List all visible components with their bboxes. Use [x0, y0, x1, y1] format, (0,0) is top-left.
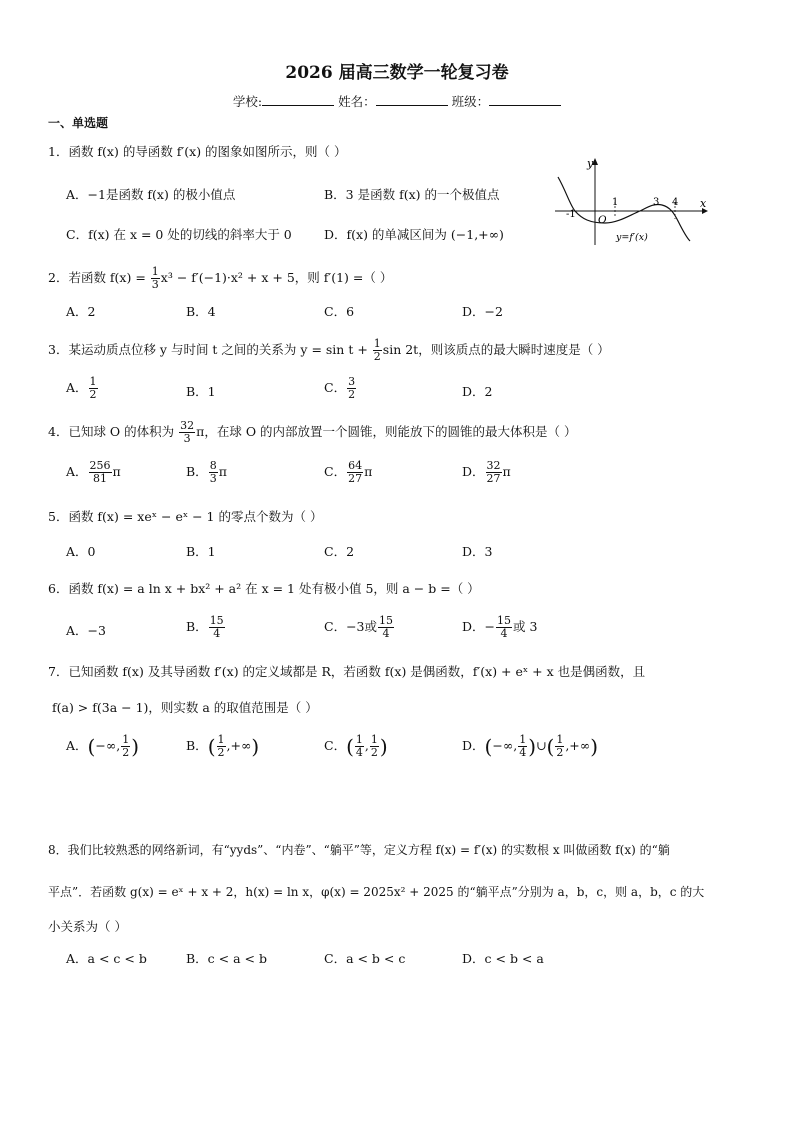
q8-option-b[interactable]: B．c < a < b [186, 951, 267, 966]
question-number: 3． [48, 342, 69, 357]
denominator: 3 [151, 278, 159, 291]
question-number: 6． [48, 581, 69, 596]
tick-label-1: 1 [612, 197, 619, 208]
numerator: 8 [209, 459, 217, 472]
denominator: 4 [382, 627, 390, 640]
fraction [555, 734, 564, 759]
fraction [378, 615, 394, 640]
q6-option-d[interactable] [462, 615, 537, 640]
option-label: A． [66, 380, 88, 395]
class-blank[interactable] [489, 93, 561, 106]
q1-option-c[interactable]: C．f(x) 在 x = 0 处的切线的斜率大于 0 [66, 227, 292, 242]
right-paren: ) [251, 734, 260, 759]
denominator: 81 [93, 472, 108, 485]
q2-option-b[interactable]: B．4 [186, 304, 216, 319]
q1-option-d[interactable]: D．f(x) 的单减区间为 (−1,+∞) [324, 227, 504, 242]
question-3-stem [48, 338, 610, 363]
question-text-pre: 已知球 O 的体积为 [68, 424, 179, 439]
comma: , [364, 738, 369, 753]
fraction [89, 376, 98, 401]
q6-option-b[interactable] [186, 615, 226, 640]
q8-option-c[interactable]: C．a < b < c [324, 951, 406, 966]
fraction [355, 734, 364, 759]
right-paren: ) [131, 734, 140, 759]
q7-option-b[interactable] [186, 734, 259, 759]
denominator: 27 [486, 472, 501, 485]
question-text-pre: 某运动质点位移 y 与时间 t 之间的关系为 y = sin t + [68, 342, 372, 357]
left-paren: ( [484, 734, 493, 759]
question-7-stem-line1 [48, 663, 645, 681]
denominator: 4 [519, 746, 527, 759]
interval-right: ,+∞ [226, 738, 252, 753]
right-paren: ) [379, 734, 388, 759]
fraction [209, 615, 225, 640]
fraction [486, 460, 502, 485]
numerator: 1 [556, 733, 564, 746]
q6-option-a[interactable]: A．−3 [66, 623, 106, 638]
option-label: B． [186, 738, 208, 753]
derivative-graph-figure [550, 155, 710, 250]
q7-option-d[interactable] [462, 734, 598, 759]
fraction [373, 338, 382, 363]
q2-option-a[interactable]: A．2 [66, 304, 96, 319]
numerator: 1 [355, 733, 363, 746]
denominator: 4 [500, 627, 508, 640]
union-symbol: ∪ [536, 738, 547, 753]
numerator: 1 [122, 733, 130, 746]
interval-right: ,+∞ [565, 738, 591, 753]
denominator: 2 [373, 350, 381, 363]
name-label: 姓名： [338, 94, 376, 109]
denominator: 2 [89, 388, 97, 401]
q4-option-d[interactable] [462, 460, 511, 485]
y-axis-label: y [587, 157, 594, 170]
denominator: 2 [348, 388, 356, 401]
question-4-stem [48, 420, 577, 445]
question-text: 函数 f(x) = a ln x + bx² + a² 在 x = 1 处有极小值 5，则 a − b =（ ） [68, 581, 480, 596]
fraction [496, 615, 512, 640]
pi-symbol: π [502, 464, 511, 479]
numerator: 32 [180, 419, 195, 432]
q5-option-d[interactable]: D．3 [462, 544, 493, 559]
option-label: C． [324, 380, 347, 395]
denominator: 3 [183, 432, 191, 445]
question-2-stem [48, 266, 392, 291]
numerator: 1 [519, 733, 527, 746]
option-label: C． [324, 738, 347, 753]
curve-label: y=f′(x) [616, 232, 648, 243]
left-paren: ( [546, 734, 555, 759]
question-8-stem-line3: 小关系为（ ） [48, 919, 127, 934]
option-label: D． [462, 738, 485, 753]
q5-option-b[interactable]: B．1 [186, 544, 216, 559]
fraction [121, 734, 130, 759]
fraction [347, 376, 356, 401]
tick-label-4: 4 [672, 197, 679, 208]
question-text: 已知函数 f(x) 及其导函数 f′(x) 的定义域都是 R，若函数 f(x) 是偶函数，f′(x) + eˣ + x 也是偶函数，且 [68, 664, 646, 679]
option-label: D． [462, 464, 485, 479]
numerator: 64 [348, 459, 363, 472]
q8-option-d[interactable]: D．c < b < a [462, 951, 544, 966]
q4-option-a[interactable] [66, 460, 121, 485]
option-label: A． [66, 464, 88, 479]
numerator: 1 [217, 733, 225, 746]
option-label: C．−3或 [324, 619, 377, 634]
interval-left: −∞, [95, 738, 121, 753]
origin-label: O [598, 214, 607, 226]
school-blank[interactable] [262, 93, 334, 106]
left-paren: ( [207, 734, 216, 759]
q6-option-c[interactable] [324, 615, 395, 640]
q1-option-b[interactable]: B．3 是函数 f(x) 的一个极值点 [324, 187, 500, 202]
question-number: 7． [48, 664, 69, 679]
question-8-stem-line1 [48, 841, 670, 859]
option-label: C． [324, 464, 347, 479]
section-heading: 一、单选题 [48, 116, 109, 130]
question-6-stem [48, 580, 480, 598]
class-label: 班级： [451, 94, 490, 109]
question-text-post: π，在球 O 的内部放置一个圆锥，则能放下的圆锥的最大体积是（ ） [196, 424, 577, 439]
numerator: 1 [151, 265, 159, 278]
q3-option-d[interactable]: D．2 [462, 384, 493, 399]
numerator: 15 [209, 614, 224, 627]
fraction [89, 460, 112, 485]
fraction [151, 266, 160, 291]
fraction [370, 734, 379, 759]
question-text: 函数 f(x) = xeˣ − eˣ − 1 的零点个数为（ ） [68, 509, 323, 524]
numerator: 15 [497, 614, 511, 627]
fraction [217, 734, 226, 759]
question-7-stem-line2: f(a) > f(3a − 1)，则实数 a 的取值范围是（ ） [52, 700, 318, 715]
q4-option-b[interactable] [186, 460, 227, 485]
question-5-stem [48, 508, 322, 526]
numerator: 1 [89, 375, 97, 388]
pi-symbol: π [218, 464, 227, 479]
page-title: 2026 届高三数学一轮复习卷 [285, 63, 509, 83]
numerator: 32 [486, 459, 501, 472]
q1-option-a[interactable]: A．−1是函数 f(x) 的极小值点 [66, 187, 236, 202]
numerator: 1 [370, 733, 378, 746]
question-text: 我们比较熟悉的网络新词，有“yyds”、“内卷”、“躺平”等，定义方程 f(x) = f′(x) 的实数根 x 叫做函数 f(x) 的“躺 [67, 843, 670, 857]
interval-left: −∞, [492, 738, 518, 753]
fraction [518, 734, 527, 759]
option-label: B． [186, 619, 208, 634]
pi-symbol: π [112, 464, 121, 479]
tick-label-3: 3 [653, 197, 660, 208]
option-suffix: 或 3 [513, 619, 538, 634]
q7-option-a[interactable] [66, 734, 139, 759]
denominator: 2 [556, 746, 564, 759]
q2-option-c[interactable]: C．6 [324, 304, 355, 319]
option-label: B． [186, 464, 208, 479]
numerator: 256 [89, 459, 111, 472]
question-number: 2． [48, 270, 69, 285]
denominator: 2 [370, 746, 378, 759]
q5-option-a[interactable]: A．0 [66, 544, 96, 559]
denominator: 3 [209, 472, 217, 485]
question-text-post: x³ − f′(−1)·x² + x + 5，则 f′(1) =（ ） [160, 270, 393, 285]
left-paren: ( [346, 734, 354, 759]
denominator: 4 [213, 627, 221, 640]
denominator: 27 [348, 472, 363, 485]
q3-option-b[interactable]: B．1 [186, 384, 216, 399]
option-label: D．− [462, 619, 495, 634]
student-info-line [0, 92, 794, 110]
denominator: 4 [355, 746, 363, 759]
q5-option-c[interactable]: C．2 [324, 544, 355, 559]
name-blank[interactable] [376, 93, 448, 106]
x-axis-label: x [700, 197, 707, 210]
question-1-stem [48, 143, 347, 161]
right-paren: ) [528, 734, 537, 759]
fraction [179, 420, 195, 445]
numerator: 15 [379, 614, 393, 627]
tick-label-neg1: -1 [566, 209, 576, 220]
question-8-stem-line2: 平点”．若函数 g(x) = eˣ + x + 2，h(x) = ln x，φ(x) = 2025x² + 2025 的“躺平点”分别为 a，b，c，则 a，b，c 的大 [48, 885, 705, 899]
question-text-pre: 若函数 f(x) = [68, 270, 150, 285]
q4-option-c[interactable] [324, 460, 372, 485]
right-paren: ) [590, 734, 599, 759]
q2-option-d[interactable]: D．−2 [462, 304, 503, 319]
fraction [347, 460, 363, 485]
question-number: 5． [48, 509, 69, 524]
question-text: 函数 f(x) 的导函数 f′(x) 的图象如图所示，则（ ） [68, 144, 347, 159]
q8-option-a[interactable]: A．a < c < b [66, 951, 147, 966]
question-text-post: sin 2t，则该质点的最大瞬时速度是（ ） [382, 342, 610, 357]
question-number: 4． [48, 424, 69, 439]
numerator: 3 [348, 375, 356, 388]
left-paren: ( [87, 734, 96, 759]
option-label: A． [66, 738, 88, 753]
q7-option-c[interactable] [324, 734, 388, 759]
question-number: 1． [48, 144, 69, 159]
q3-option-c[interactable] [324, 376, 357, 401]
denominator: 2 [217, 746, 225, 759]
question-number: 8． [48, 843, 68, 857]
denominator: 2 [122, 746, 130, 759]
school-label: 学校: [232, 94, 263, 109]
q3-option-a[interactable] [66, 376, 99, 401]
fraction [209, 460, 218, 485]
pi-symbol: π [364, 464, 373, 479]
numerator: 1 [373, 337, 381, 350]
